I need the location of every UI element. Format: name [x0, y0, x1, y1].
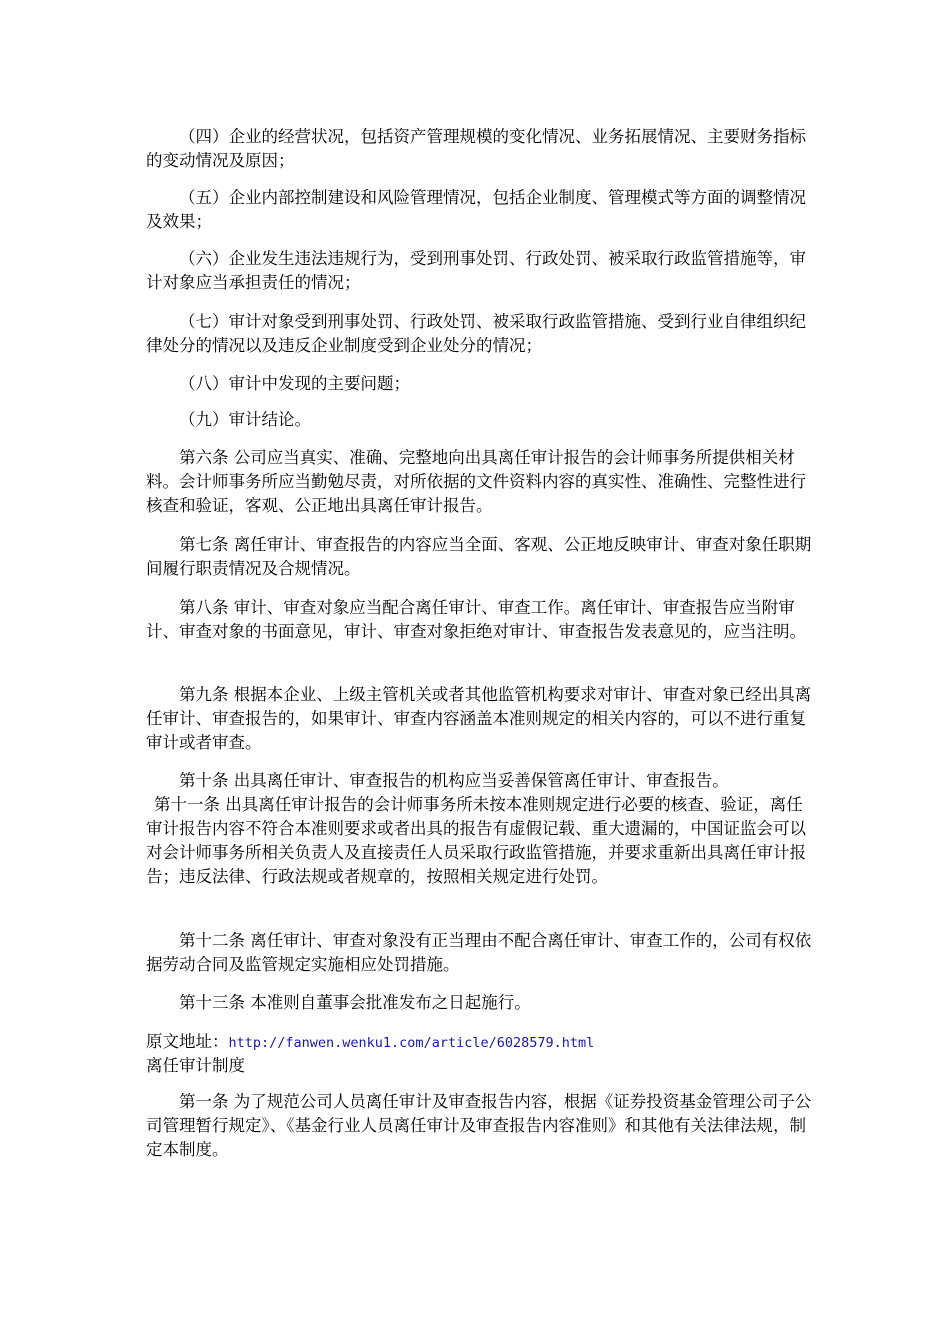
- paragraph-item-6: （六）企业发生违法违规行为，受到刑事处罚、行政处罚、被采取行政监管措施等，审计对象应当承担责任的情况；: [146, 249, 806, 292]
- paragraph-item-8: （八）审计中发现的主要问题；: [179, 374, 410, 393]
- article-8: 第八条 审计、审查对象应当配合离任审计、审查工作。离任审计、审查报告应当附审计、审查对象的书面意见，审计、审查对象拒绝对审计、审查报告发表意见的，应当注明。: [146, 598, 806, 641]
- article-7: 第七条 离任审计、审查报告的内容应当全面、客观、公正地反映审计、审查对象任职期间履行职责情况及合规情况。: [146, 535, 812, 578]
- article-12: 第十二条 离任审计、审查对象没有正当理由不配合离任审计、审查工作的，公司有权依据劳动合同及监管规定实施相应处罚措施。: [146, 931, 812, 974]
- source-line: [146, 1030, 816, 1055]
- article-11: 第十一条 出具离任审计报告的会计师事务所未按本准则规定进行必要的核查、验证，离任审计报告内容不符合本准则要求或者出具的报告有虚假记载、重大遗漏的，中国证监会可以对会计师事务所相关负责人及直接责任人员采取行政监管措施，并要求重新出具离任审计报告；违反法律、行政法规或者规章的，按照相关规定进行处罚。: [146, 795, 806, 886]
- source-label: 原文地址：: [146, 1032, 229, 1051]
- paragraph-item-4: （四）企业的经营状况，包括资产管理规模的变化情况、业务拓展情况、主要财务指标的变动情况及原因；: [146, 127, 806, 170]
- article-9: 第九条 根据本企业、上级主管机关或者其他监管机构要求对审计、审查对象已经出具离任审计、审查报告的，如果审计、审查内容涵盖本准则规定的相关内容的，可以不进行重复审计或者审查。: [146, 685, 812, 752]
- source-link[interactable]: http://fanwen.wenku1.com/article/6028579.html: [228, 1035, 595, 1051]
- article-13: 第十三条 本准则自董事会批准发布之日起施行。: [179, 993, 531, 1012]
- paragraph-item-7: （七）审计对象受到刑事处罚、行政处罚、被采取行政监管措施、受到行业自律组织纪律处分的情况以及违反企业制度受到企业处分的情况；: [146, 312, 806, 355]
- article-6: 第六条 公司应当真实、准确、完整地向出具离任审计报告的会计师事务所提供相关材料。会计师事务所应当勤勉尽责，对所依据的文件资料内容的真实性、准确性、完整性进行核查和验证，客观、公正地出具离任审计报告。: [146, 448, 806, 515]
- document-title: 离任审计制度: [146, 1056, 245, 1075]
- paragraph-item-9: （九）审计结论。: [179, 410, 311, 429]
- closing-article-1: 第一条 为了规范公司人员离任审计及审查报告内容，根据《证券投资基金管理公司子公司管理暂行规定》、《基金行业人员离任审计及审查报告内容准则》和其他有关法律法规，制定本制度。: [146, 1092, 812, 1159]
- paragraph-item-5: （五）企业内部控制建设和风险管理情况，包括企业制度、管理模式等方面的调整情况及效果；: [146, 188, 806, 231]
- article-10: 第十条 出具离任审计、审查报告的机构应当妥善保管离任审计、审查报告。: [179, 771, 729, 790]
